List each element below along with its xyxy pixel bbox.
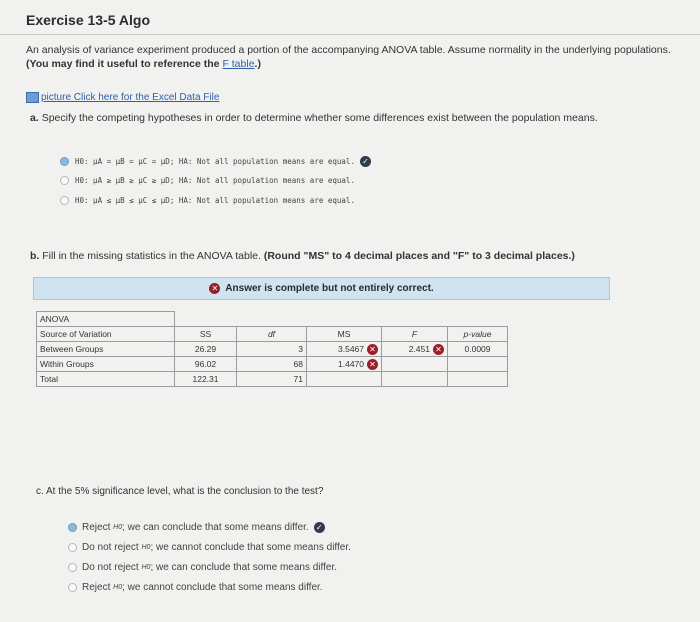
option-text: Reject bbox=[82, 522, 111, 533]
hypothesis-option-2[interactable] bbox=[60, 176, 355, 185]
part-c-question bbox=[36, 486, 323, 497]
df-cell: 71 bbox=[237, 372, 307, 387]
header-p: p-value bbox=[448, 327, 508, 342]
hypothesis-option-2-text: H0: μA ≥ μB ≥ μC ≥ μD; HA: Not all population means are equal. bbox=[75, 176, 355, 185]
part-a-text: Specify the competing hypotheses in order to determine whether some differences exist between the population means. bbox=[41, 112, 598, 124]
divider bbox=[0, 34, 700, 35]
table-row bbox=[37, 342, 508, 357]
header-ss: SS bbox=[175, 327, 237, 342]
option-text: Do not reject bbox=[82, 562, 139, 573]
part-c-label: c. bbox=[36, 486, 44, 497]
radio-icon[interactable] bbox=[68, 543, 77, 552]
excel-data-link[interactable] bbox=[26, 92, 219, 103]
part-b-question bbox=[30, 250, 575, 262]
x-circle-icon: ✕ bbox=[367, 359, 378, 370]
f-table-link[interactable]: F table bbox=[222, 58, 255, 70]
ss-cell: 122.31 bbox=[175, 372, 237, 387]
header-source: Source of Variation bbox=[37, 327, 175, 342]
excel-data-link-label[interactable]: picture Click here for the Excel Data File bbox=[41, 92, 220, 103]
hypothesis-option-3-text: H0: μA ≤ μB ≤ μC ≤ μD; HA: Not all population means are equal. bbox=[75, 196, 355, 205]
radio-icon[interactable] bbox=[68, 563, 77, 572]
table-row bbox=[37, 357, 508, 372]
df-cell: 3 bbox=[237, 342, 307, 357]
ss-cell: 26.29 bbox=[175, 342, 237, 357]
radio-selected-icon[interactable] bbox=[60, 157, 69, 166]
part-b-text: Fill in the missing statistics in the ANOVA table. bbox=[42, 250, 261, 262]
radio-icon[interactable] bbox=[60, 196, 69, 205]
answer-status-banner bbox=[33, 277, 610, 300]
option-text: Reject bbox=[82, 582, 111, 593]
hypothesis-option-3[interactable] bbox=[60, 196, 355, 205]
intro-bold: (You may find it useful to reference the bbox=[26, 58, 220, 70]
source-cell: Total bbox=[37, 372, 175, 387]
conclusion-option-4[interactable] bbox=[68, 582, 323, 593]
intro-text bbox=[26, 43, 686, 71]
empty-cell bbox=[448, 372, 508, 387]
x-circle-icon: ✕ bbox=[209, 283, 220, 294]
header-df: df bbox=[237, 327, 307, 342]
radio-icon[interactable] bbox=[68, 583, 77, 592]
h0-symbol: H0 bbox=[113, 524, 123, 531]
h0-symbol: H0 bbox=[141, 544, 151, 551]
table-header-row bbox=[37, 327, 508, 342]
option-text: Do not reject bbox=[82, 542, 139, 553]
conclusion-option-3[interactable] bbox=[68, 562, 337, 573]
x-circle-icon: ✕ bbox=[433, 344, 444, 355]
option-text: ; we can conclude that some means differ. bbox=[150, 562, 338, 573]
source-cell: Within Groups bbox=[37, 357, 175, 372]
part-b-instructions: (Round "MS" to 4 decimal places and "F" to 3 decimal places.) bbox=[263, 250, 575, 262]
empty-cell bbox=[382, 357, 448, 372]
df-cell: 68 bbox=[237, 357, 307, 372]
table-caption: ANOVA bbox=[37, 312, 175, 327]
option-text: ; we cannot conclude that some means differ. bbox=[150, 542, 351, 553]
intro-bold-end: .) bbox=[254, 58, 261, 70]
f-input[interactable]: 2.451 ✕ bbox=[382, 342, 448, 357]
conclusion-option-1[interactable] bbox=[68, 522, 325, 533]
option-text: ; we can conclude that some means differ. bbox=[122, 522, 309, 533]
check-icon: ✓ bbox=[360, 156, 371, 167]
p-value-cell: 0.0009 bbox=[448, 342, 508, 357]
answer-status-text: Answer is complete but not entirely correct. bbox=[225, 283, 434, 294]
ss-cell: 96.02 bbox=[175, 357, 237, 372]
radio-selected-icon[interactable] bbox=[68, 523, 77, 532]
h0-symbol: H0 bbox=[141, 564, 151, 571]
ms-input[interactable]: 1.4470 ✕ bbox=[307, 357, 382, 372]
part-a-question bbox=[30, 112, 598, 124]
header-f: F bbox=[382, 327, 448, 342]
h0-symbol: H0 bbox=[113, 584, 123, 591]
conclusion-option-2[interactable] bbox=[68, 542, 351, 553]
hypothesis-option-1-text: H0: μA = μB = μC = μD; HA: Not all population means are equal. bbox=[75, 157, 355, 166]
page-title: Exercise 13-5 Algo bbox=[26, 12, 150, 28]
header-ms: MS bbox=[307, 327, 382, 342]
intro-body: An analysis of variance experiment produced a portion of the accompanying ANOVA table. Assume normality in the underlying populations. bbox=[26, 44, 671, 56]
source-cell: Between Groups bbox=[37, 342, 175, 357]
option-text: ; we cannot conclude that some means differ. bbox=[122, 582, 323, 593]
x-circle-icon: ✕ bbox=[367, 344, 378, 355]
check-icon: ✓ bbox=[314, 522, 325, 533]
part-a-label: a. bbox=[30, 112, 39, 124]
hypothesis-option-1[interactable] bbox=[60, 156, 371, 167]
part-b-label: b. bbox=[30, 250, 40, 262]
empty-cell bbox=[307, 372, 382, 387]
table-row bbox=[37, 372, 508, 387]
part-c-text: At the 5% significance level, what is the conclusion to the test? bbox=[46, 486, 324, 497]
ms-input[interactable]: 3.5467 ✕ bbox=[307, 342, 382, 357]
empty-cell bbox=[382, 372, 448, 387]
radio-icon[interactable] bbox=[60, 176, 69, 185]
picture-icon bbox=[26, 92, 39, 103]
anova-table bbox=[36, 311, 508, 387]
empty-cell bbox=[448, 357, 508, 372]
